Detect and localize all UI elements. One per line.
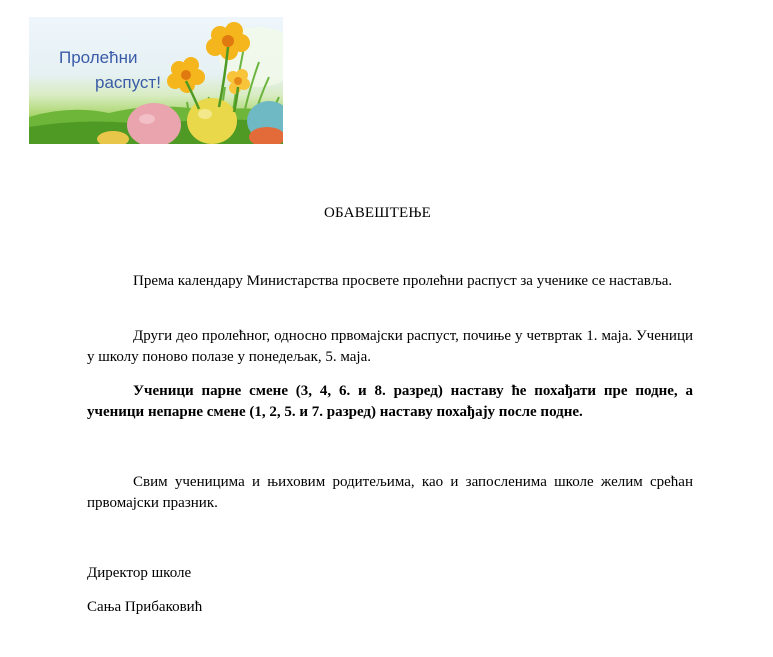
banner-title-line-1: Пролећни (59, 48, 138, 67)
paragraph-shift-schedule: Ученици парне смене (3, 4, 6. и 8. разред) наставу ће похађати пре подне, а ученици непарне смене (1, 2, 5. и 7. разред) наставу похађају после подне. (87, 383, 693, 420)
signature-name: Сања Прибаковић (87, 599, 203, 615)
paragraph-may-day-break: Други део пролећног, односно првомајски распуст, почиње у четвртак 1. маја. Ученици у школу поново полазе у понедељак, 5. маја. (87, 328, 693, 365)
signature-role: Директор школе (87, 565, 192, 581)
paragraph-holiday-greeting: Свим ученицима и њиховим родитељима, као и запосленима школе желим срећан првомајски празник. (87, 474, 693, 511)
spring-break-banner-image (29, 17, 283, 144)
document-title: ОБАВЕШТЕЊЕ (324, 205, 431, 221)
banner-title-line-2: распуст! (95, 73, 161, 92)
paragraph-spring-break-continues: Према календару Министарства просвете пролећни распуст за ученике се наставља. (133, 273, 673, 289)
